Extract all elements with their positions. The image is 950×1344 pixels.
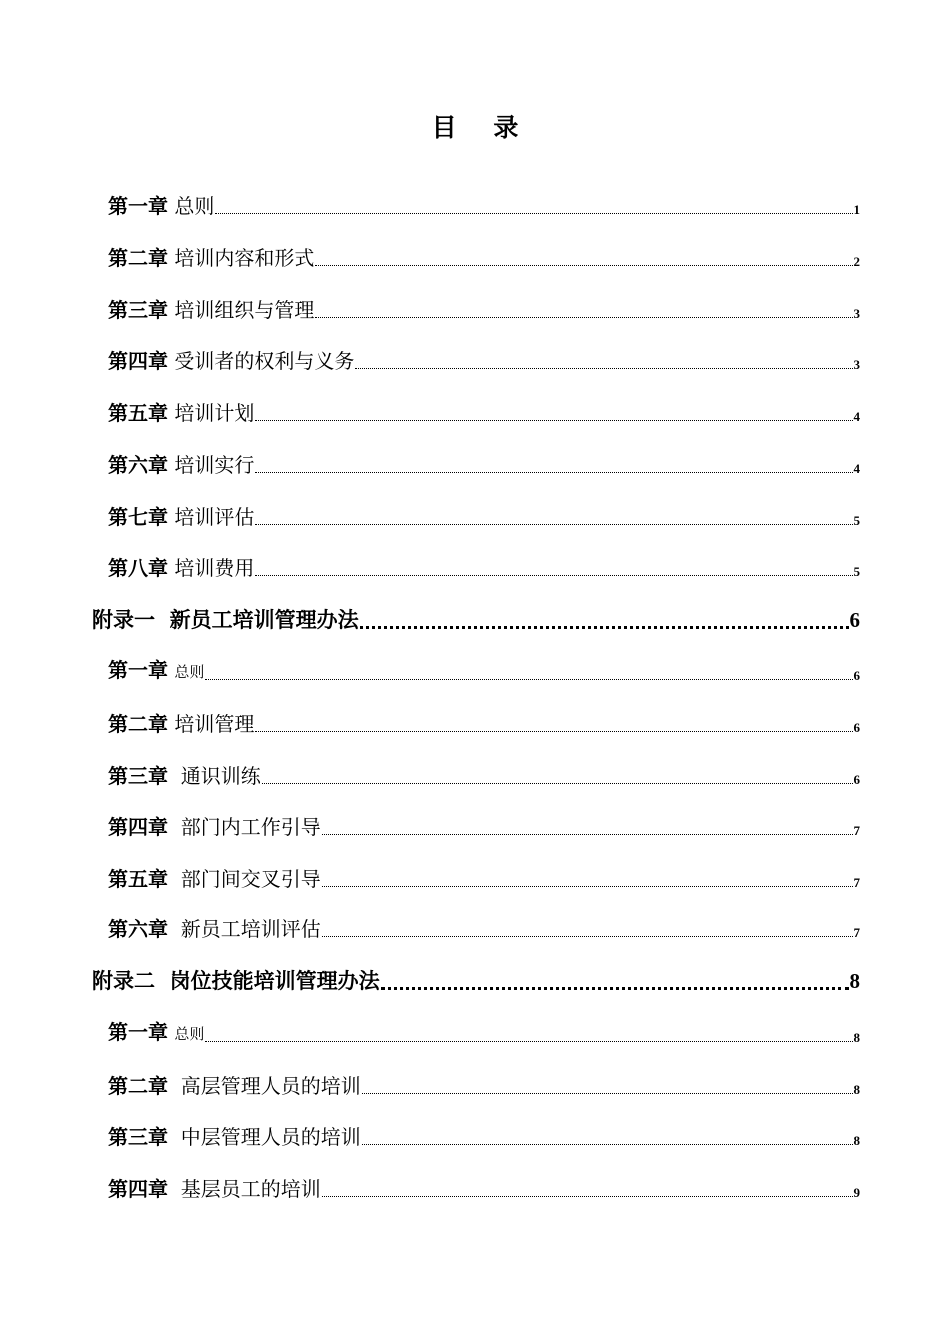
toc-entry-chapter: 第七章	[108, 505, 168, 529]
toc-entry-label	[108, 1174, 321, 1204]
toc-entry-title: 培训内容和形式	[174, 246, 315, 270]
toc-leader-dots	[362, 1093, 853, 1094]
toc-entry-page: 6	[849, 608, 860, 632]
toc-entry-page: 8	[853, 1133, 860, 1148]
toc-leader-dots	[205, 679, 852, 680]
toc-entry-title: 培训计划	[174, 401, 255, 425]
toc-entry-page: 6	[853, 772, 860, 787]
toc-entry-page: 8	[849, 969, 860, 993]
toc-entry[interactable]	[108, 1174, 860, 1204]
toc-entry-chapter: 第六章	[108, 453, 168, 477]
toc-leader-dots	[215, 213, 852, 214]
toc-entry-chapter: 第五章	[108, 401, 168, 425]
toc-entry-chapter: 第二章	[108, 1074, 168, 1098]
toc-entry-chapter: 第四章	[108, 815, 168, 839]
toc-entry-chapter: 第四章	[108, 1177, 168, 1201]
toc-entry-chapter: 第四章	[108, 349, 168, 373]
toc-entry-page: 4	[853, 461, 860, 476]
toc-entry-title: 受训者的权利与义务	[174, 349, 355, 373]
toc-entry-page: 3	[853, 306, 860, 321]
toc-entry-label	[108, 1122, 361, 1152]
toc-entry-page: 6	[853, 668, 860, 683]
toc-entry-title: 培训费用	[174, 556, 255, 580]
toc-entry-title: 中层管理人员的培训	[180, 1125, 361, 1149]
toc-title: 目 录	[431, 113, 533, 142]
toc-entry-title: 总则	[174, 663, 205, 681]
toc-leader-dots	[255, 524, 852, 525]
toc-entry-chapter: 第一章	[108, 658, 168, 682]
toc-entry-label	[108, 709, 254, 739]
toc-entry-label	[108, 295, 314, 325]
toc-entry-page: 5	[853, 564, 860, 579]
toc-entry-page: 7	[853, 925, 860, 940]
toc-entry-page: 3	[853, 357, 860, 372]
toc-entry[interactable]	[108, 1122, 860, 1152]
toc-entry-chapter: 第三章	[108, 1125, 168, 1149]
toc-leader-dots	[322, 936, 853, 937]
toc-entry-chapter: 第二章	[108, 712, 168, 736]
toc-leader-dots	[205, 1041, 852, 1042]
toc-entry-label	[108, 191, 214, 221]
toc-entry-title: 通识训练	[180, 764, 261, 788]
toc-entry-page: 8	[853, 1082, 860, 1097]
toc-entry-chapter: 第三章	[108, 298, 168, 322]
toc-entry[interactable]	[108, 914, 860, 944]
toc-entry-label	[108, 553, 254, 583]
toc-entry-page: 9	[853, 1185, 860, 1200]
toc-entry-title: 培训管理	[174, 712, 255, 736]
toc-entry-title: 基层员工的培训	[180, 1177, 321, 1201]
toc-entry[interactable]	[108, 1071, 860, 1101]
toc-entry[interactable]	[108, 398, 860, 428]
toc-leader-dots	[322, 1196, 853, 1197]
toc-entry-page: 5	[853, 513, 860, 528]
toc-leader-dots	[362, 1144, 853, 1145]
toc-entry[interactable]	[108, 295, 860, 325]
toc-entry-chapter: 第五章	[108, 867, 168, 891]
toc-entry[interactable]	[108, 450, 860, 480]
toc-leader-dots	[315, 265, 852, 266]
toc-entry-title: 部门间交叉引导	[180, 867, 321, 891]
toc-leader-dots	[322, 834, 853, 835]
toc-entry-label	[108, 761, 261, 791]
toc-entry-label	[92, 603, 359, 637]
toc-entry-appendix[interactable]	[92, 964, 860, 998]
toc-entry-chapter: 第六章	[108, 917, 168, 941]
toc-leader-dots	[322, 886, 853, 887]
toc-leader-dots	[262, 783, 853, 784]
toc-entry-chapter: 附录二	[92, 968, 155, 993]
toc-entry[interactable]	[108, 191, 860, 221]
toc-entry[interactable]	[108, 709, 860, 739]
toc-entry[interactable]	[108, 1019, 860, 1049]
toc-entry-page: 7	[853, 875, 860, 890]
toc-entry-label	[108, 502, 254, 532]
toc-leader-dots	[315, 317, 852, 318]
toc-leader-dots	[381, 987, 849, 990]
toc-leader-dots	[255, 472, 852, 473]
toc-entry-title: 高层管理人员的培训	[180, 1074, 361, 1098]
toc-entry-title: 部门内工作引导	[180, 815, 321, 839]
toc-entry-label	[92, 964, 380, 998]
toc-entry-title: 培训组织与管理	[174, 298, 315, 322]
toc-entry[interactable]	[108, 761, 860, 791]
toc-entry[interactable]	[108, 243, 860, 273]
toc-entry-page: 2	[853, 254, 860, 269]
toc-leader-dots	[255, 420, 852, 421]
toc-entry-appendix[interactable]	[92, 603, 860, 637]
toc-entry-title: 总则	[174, 1025, 205, 1043]
toc-entry-label	[108, 914, 321, 944]
toc-entry[interactable]	[108, 502, 860, 532]
toc-entry-label	[108, 450, 254, 480]
toc-entry[interactable]	[108, 812, 860, 842]
toc-entry-title: 培训评估	[174, 505, 255, 529]
toc-entry-chapter: 第八章	[108, 556, 168, 580]
toc-entry[interactable]	[108, 346, 860, 376]
toc-entry-page: 4	[853, 409, 860, 424]
toc-entry-chapter: 第一章	[108, 194, 168, 218]
toc-entry-chapter: 附录一	[92, 607, 155, 632]
toc-entry-title: 岗位技能培训管理办法	[169, 968, 380, 993]
toc-entry-page: 1	[853, 202, 860, 217]
toc-entry-page: 6	[853, 720, 860, 735]
toc-leader-dots	[255, 731, 852, 732]
toc-entry-label	[108, 243, 314, 273]
toc-entry-label	[108, 655, 204, 687]
toc-leader-dots	[355, 368, 852, 369]
toc-entry-page: 8	[853, 1030, 860, 1045]
toc-entry-label	[108, 1071, 361, 1101]
toc-entry-label	[108, 864, 321, 894]
toc-entry[interactable]	[108, 864, 860, 894]
toc-entry-title: 总则	[174, 194, 215, 218]
toc-entry-title: 新员工培训管理办法	[169, 607, 359, 632]
toc-leader-dots	[360, 626, 849, 629]
toc-entry-label	[108, 1017, 204, 1049]
toc-entry-label	[108, 398, 254, 428]
toc-entry-title: 新员工培训评估	[180, 917, 321, 941]
toc-entry-chapter: 第二章	[108, 246, 168, 270]
toc-entry[interactable]	[108, 657, 860, 687]
toc-entry-label	[108, 346, 354, 376]
toc-entry-title: 培训实行	[174, 453, 255, 477]
toc-entry-chapter: 第一章	[108, 1020, 168, 1044]
toc-entry[interactable]	[108, 553, 860, 583]
toc-entry-page: 7	[853, 823, 860, 838]
toc-entry-label	[108, 812, 321, 842]
toc-entry-chapter: 第三章	[108, 764, 168, 788]
toc-leader-dots	[255, 575, 852, 576]
